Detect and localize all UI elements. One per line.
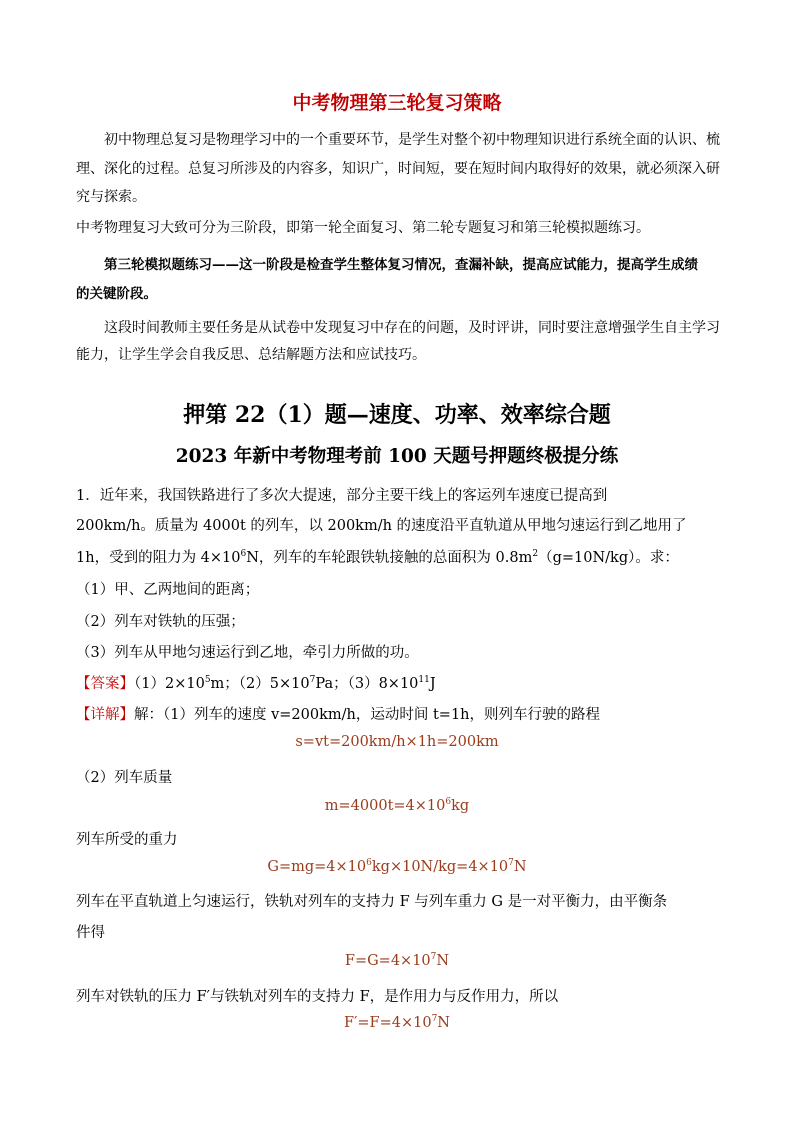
question-subpart-1: （1）甲、乙两地间的距离； — [76, 582, 260, 598]
detail-equation-pressure-force-a: F′=F=4×10 — [344, 1015, 432, 1031]
detail-equation-mass-a: m=4000t=4×10 — [324, 798, 446, 814]
question-line-1: 1．近年来，我国铁路进行了多次大提速，部分主要干线上的客运列车速度已提高到 — [76, 488, 608, 504]
detail-equation-gravity — [0, 859, 794, 875]
detail-equation-support-force-exponent: 7 — [430, 952, 437, 962]
question-line-3-text-b: N，列车的车轮跟铁轨接触的总面积为 0.8m — [246, 550, 533, 566]
detail-line-2: （2）列车质量 — [76, 770, 173, 786]
detail-line-4-cont: 件得 — [76, 925, 105, 941]
detail-label: 【详解】 — [76, 707, 134, 723]
detail-line-1 — [76, 703, 600, 724]
detail-line-4: 列车在平直轨道上匀速运行，铁轨对列车的支持力 F 与列车重力 G 是一对平衡力，由平衡条 — [76, 894, 668, 910]
question-line-2: 200km/h。质量为 4000t 的列车，以 200km/h 的速度沿平直轨道从甲地匀速运行到乙地用了 — [76, 518, 687, 534]
detail-equation-support-force — [0, 953, 794, 969]
detail-line-5: 列车对铁轨的压力 F′与铁轨对列车的支持力 F，是作用力与反作用力，所以 — [76, 989, 559, 1005]
answer-part-2-unit: Pa； — [315, 676, 348, 692]
answer-part-2: （2）5×10 — [238, 676, 310, 692]
detail-equation-distance: s=vt=200km/h×1h=200km — [295, 734, 499, 750]
answer-label: 【答案】 — [76, 676, 134, 692]
intro-paragraph-1-line-1: 初中物理总复习是物理学习中的一个重要环节，是学生对整个初中物理知识进行系统全面的认识、梳 — [104, 132, 720, 148]
answer-part-3-unit: J — [429, 676, 436, 692]
answer-part-1: （1）2×10 — [134, 676, 205, 692]
intro-paragraph-1-line-2: 理、深化的过程。总复习所涉及的内容多，知识广，时间短，要在短时间内取得好的效果，就必须深入研 — [76, 161, 720, 177]
intro-paragraph-3-line-1: 第三轮模拟题练习——这一阶段是检查学生整体复习情况，查漏补缺，提高应试能力，提高学生成绩 — [104, 257, 698, 273]
answer-part-2-exponent: 7 — [309, 675, 316, 685]
intro-paragraph-4-line-1: 这段时间教师主要任务是从试卷中发现复习中存在的问题，及时评讲，同时要注意增强学生自主学习 — [104, 320, 720, 336]
detail-equation-gravity-exponent-1: 6 — [366, 858, 372, 868]
intro-paragraph-2: 中考物理复习大致可分为三阶段，即第一轮全面复习、第二轮专题复习和第三轮模拟题练习。 — [76, 220, 650, 236]
question-subpart-2: （2）列车对铁轨的压强； — [76, 614, 245, 630]
detail-equation-pressure-force-b: N — [437, 1015, 450, 1031]
intro-paragraph-3-line-2: 的关键阶段。 — [76, 286, 157, 302]
detail-equation-gravity-a: G=mg=4×10 — [267, 859, 367, 875]
detail-equation-support-force-a: F=G=4×10 — [344, 953, 431, 969]
detail-equation-pressure-force — [0, 1015, 794, 1031]
answer-part-1-unit: m； — [210, 676, 239, 692]
question-line-3-text-c: （g=10N/kg）。求： — [538, 550, 679, 566]
intro-paragraph-4-line-2: 能力，让学生学会自我反思、总结解题方法和应试技巧。 — [76, 347, 426, 363]
question-line-3 — [76, 546, 679, 567]
detail-equation-mass — [0, 798, 794, 814]
detail-line-3: 列车所受的重力 — [76, 832, 178, 848]
section-title: 押第 22（1）题—速度、功率、效率综合题 — [183, 402, 611, 428]
detail-equation-gravity-exponent-2: 7 — [508, 858, 514, 868]
question-subpart-3: （3）列车从甲地匀速运行到乙地，牵引力所做的功。 — [76, 645, 419, 661]
answer-line — [76, 672, 436, 693]
detail-equation-mass-exponent: 6 — [445, 797, 452, 807]
question-line-3-exponent-2: 2 — [532, 549, 539, 559]
detail-equation-support-force-b: N — [436, 953, 450, 969]
answer-part-1-exponent: 5 — [204, 675, 211, 685]
answer-part-3: （3）8×10 — [347, 676, 419, 692]
question-line-3-exponent-1: 6 — [240, 549, 247, 559]
detail-equation-gravity-b: kg×10N/kg=4×10 — [371, 859, 509, 875]
answer-part-3-exponent: 11 — [418, 675, 430, 685]
section-subtitle: 2023 年新中考物理考前 100 天题号押题终极提分练 — [175, 446, 619, 467]
intro-paragraph-1-line-3: 究与探索。 — [76, 189, 146, 205]
detail-line-1-text: 解：（1）列车的速度 v=200km/h，运动时间 t=1h，则列车行驶的路程 — [134, 707, 601, 723]
page-title: 中考物理第三轮复习策略 — [292, 92, 502, 114]
question-line-3-text-a: 1h，受到的阻力为 4×10 — [76, 550, 241, 566]
detail-equation-mass-b: kg — [451, 798, 470, 814]
detail-equation-gravity-c: N — [513, 859, 527, 875]
detail-equation-pressure-force-exponent: 7 — [431, 1014, 438, 1024]
